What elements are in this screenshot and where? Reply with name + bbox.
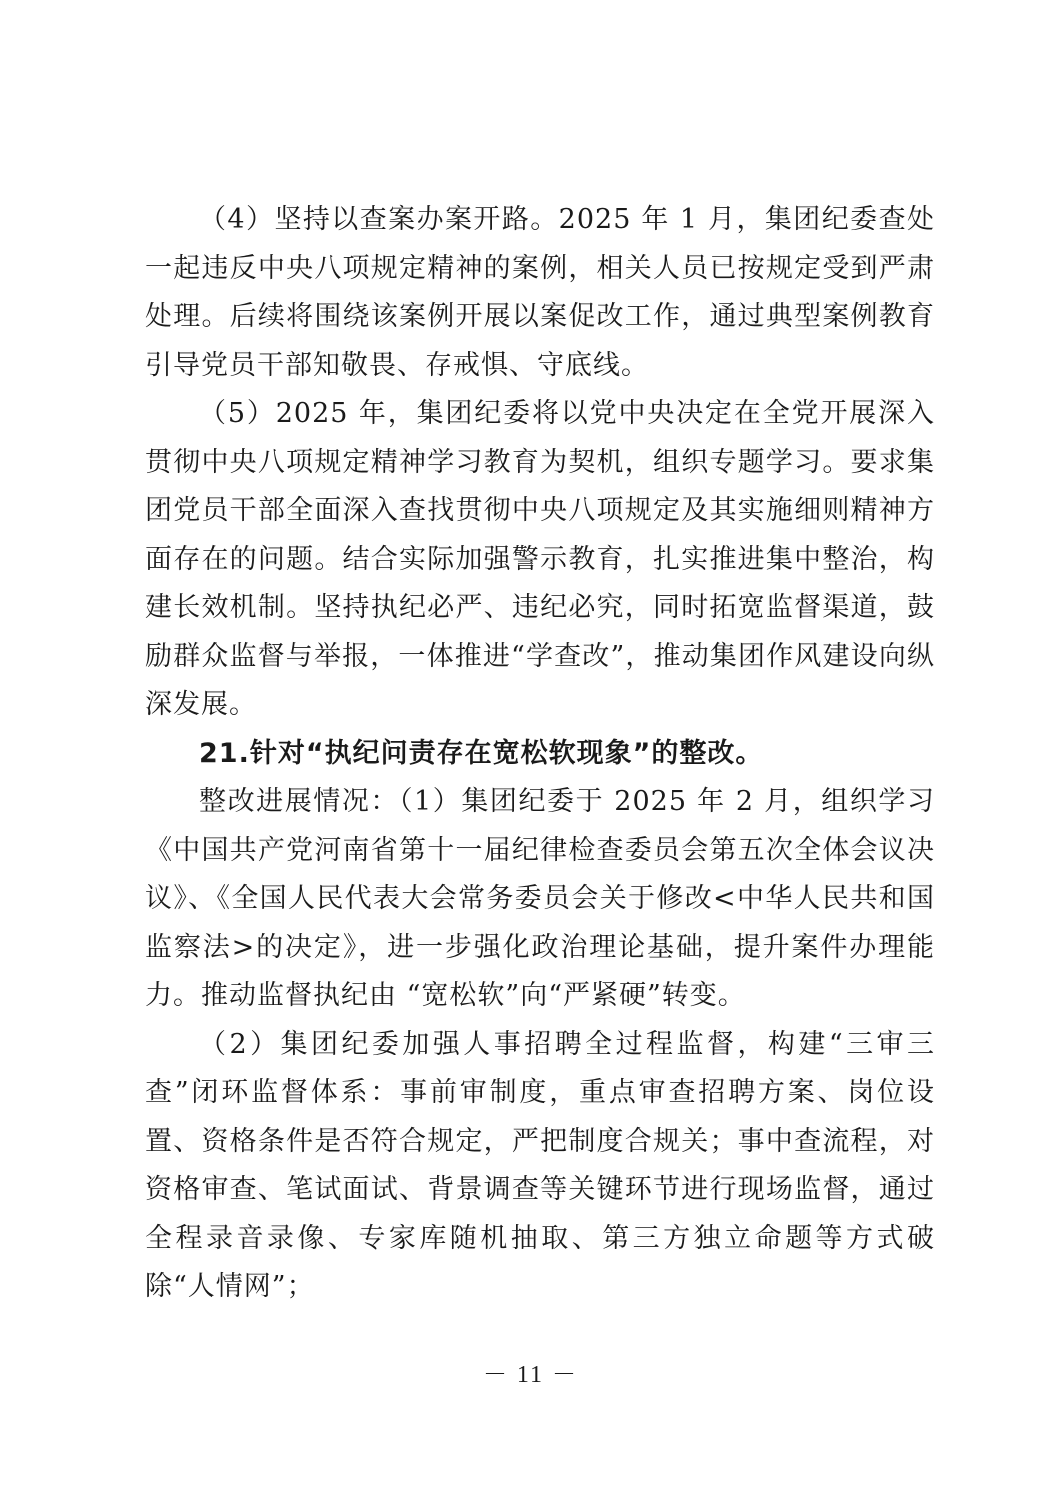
- paragraph-progress-1: 整改进展情况：（1）集团纪委于 2025 年 2 月，组织学习《中国共产党河南省第十一届纪律检查委员会第五次全体会议决议》、《全国人民代表大会常务委员会关于修改<中华人民共和国监察法>的决定》，进一步强化政治理论基础，提升案件办理能力。推动监督执纪由 “宽松软”向“严紧硬”转变。: [145, 786, 935, 1011]
- paragraph-5: （5）2025 年，集团纪委将以党中央决定在全党开展深入贯彻中央八项规定精神学习教育为契机，组织专题学习。要求集团党员干部全面深入查找贯彻中央八项规定及其实施细则精神方面存在的问题。结合实际加强警示教育，扎实推进集中整治，构建长效机制。坚持执纪必严、违纪必究，同时拓宽监督渠道，鼓励群众监督与举报，一体推进“学查改”，推动集团作风建设向纵深发展。: [145, 398, 935, 720]
- page-number: － 11 －: [482, 1362, 579, 1388]
- paragraph-progress-2: （2）集团纪委加强人事招聘全过程监督，构建“三审三查”闭环监督体系：事前审制度，重点审查招聘方案、岗位设置、资格条件是否符合规定，严把制度合规关；事中查流程，对资格审查、笔试面试、背景调查等关键环节进行现场监督，通过全程录音录像、专家库随机抽取、第三方独立命题等方式破除“人情网”；: [145, 1028, 935, 1302]
- document-body: [145, 196, 935, 1312]
- paragraph-4: （4）坚持以查案办案开路。2025 年 1 月，集团纪委查处一起违反中央八项规定精神的案例，相关人员已按规定受到严肃处理。后续将围绕该案例开展以案促改工作，通过典型案例教育引导党员干部知敬畏、存戒惧、守底线。: [145, 204, 935, 381]
- section-heading-21: 21.针对“执纪问责存在宽松软现象”的整改。: [199, 737, 764, 769]
